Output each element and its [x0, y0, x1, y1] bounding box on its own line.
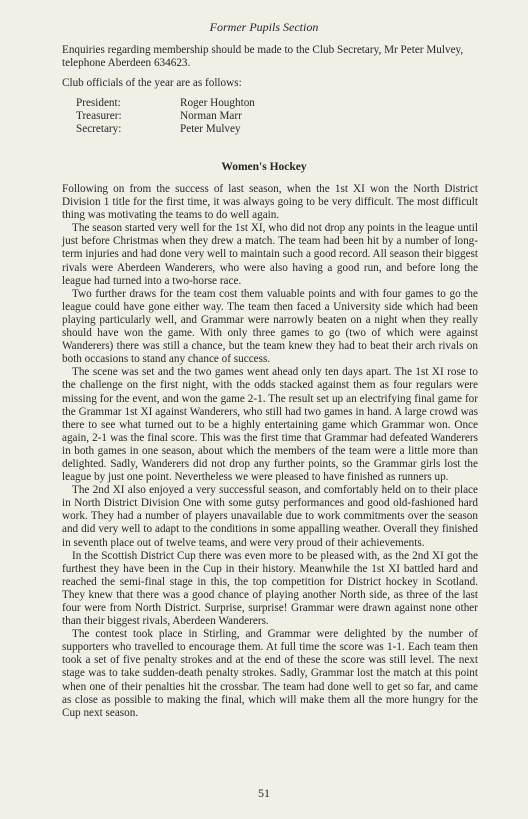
- official-role: Secretary:: [76, 123, 122, 136]
- article-body: [62, 183, 478, 720]
- official-row: [76, 123, 478, 136]
- body-paragraph: The season started very well for the 1st XI, who did not drop any points in the league until just before Christmas when they drew a match. The team had been hit by a number of long-term injuries and had done very well to maintain such a good record. All season their biggest rivals were Aberdeen Wanderers, who were also having a good run, and before long the league had turned into a two-horse race.: [62, 222, 478, 287]
- body-paragraph: The 2nd XI also enjoyed a very successful season, and comfortably held on to their place in North District Division One with some gutsy performances and good old-fashioned hard work. They had a number of players unavailable due to work commitments over the season and did very well to adapt to the conditions in some appalling weather. Overall they finished in seventh place out of twelve teams, and were very proud of their achievements.: [62, 484, 478, 549]
- official-row: [76, 97, 478, 110]
- official-name: Peter Mulvey: [180, 123, 241, 136]
- body-paragraph: In the Scottish District Cup there was even more to be pleased with, as the 2nd XI got the furthest they have been in the Cup in their history. Meanwhile the 1st XI battled hard and reached the semi-final stage in this, the top competition for District hockey in Scotland. They knew that there was a good chance of playing another North side, as three of the last four were from North District. Surprise, surprise! Grammar were drawn against none other than their biggest rivals, Aberdeen Wanderers.: [62, 549, 478, 628]
- running-head: Former Pupils Section: [209, 20, 319, 34]
- page-number: 51: [258, 786, 270, 800]
- officials-list: [76, 97, 478, 136]
- official-row: [76, 110, 478, 123]
- enquiries-paragraph: Enquiries regarding membership should be made to the Club Secretary, Mr Peter Mulvey, telephone Aberdeen 634623.: [62, 44, 464, 70]
- body-paragraph: The contest took place in Stirling, and Grammar were delighted by the number of supporters who travelled to encourage them. At full time the score was 1-1. Each team then took a set of five penalty strokes and at the end of these the score was still level. The next stage was to take sudden-death penalty strokes. Sadly, Grammar lost the match at this point when one of their penalties hit the crossbar. The team had done well to get so far, and came as close as possible to making the final, which will make them all the more hungry for the Cup next season.: [62, 628, 478, 719]
- official-role: President:: [76, 97, 121, 110]
- official-name: Norman Marr: [180, 110, 242, 123]
- body-paragraph: Two further draws for the team cost them valuable points and with four games to go the league could have gone either way. The team then faced a University side which had been playing particularly well, and Grammar were narrowly beaten on a night when they really should have won the game. With only three games to go (two of which were against Wanderers) there was still a chance, but the team knew they had to beat their arch rivals on both occasions to stand any chance of success.: [62, 287, 478, 366]
- body-paragraph: Following on from the success of last season, when the 1st XI won the North District Division 1 title for the first time, it was always going to be very difficult. The most difficult thing was motivating the teams to do well again.: [62, 183, 478, 222]
- body-paragraph: The scene was set and the two games went ahead only ten days apart. The 1st XI rose to the challenge on the first night, with the odds stacked against them as four regulars were missing for the event, and won the game 2-1. The result set up an electrifying final game for the Grammar 1st XI against Wanderers, who still had two games in hand. A large crowd was there to see what turned out to be a highly entertaining game which Grammar won. Once again, 2-1 was the final score. This was the first time that Grammar had defeated Wanderers in both games in one season, about which the members of the team were a little more than delighted. Sadly, Wanderers did not drop any further points, so the Grammar girls lost the league by just one point. Nevertheless we were pleased to have finished as runners up.: [62, 366, 478, 484]
- official-name: Roger Houghton: [180, 97, 255, 110]
- section-heading: Women's Hockey: [221, 161, 307, 173]
- membership-intro: [62, 44, 478, 137]
- official-role: Treasurer:: [76, 110, 122, 123]
- officials-intro: Club officials of the year are as follows:: [62, 77, 242, 90]
